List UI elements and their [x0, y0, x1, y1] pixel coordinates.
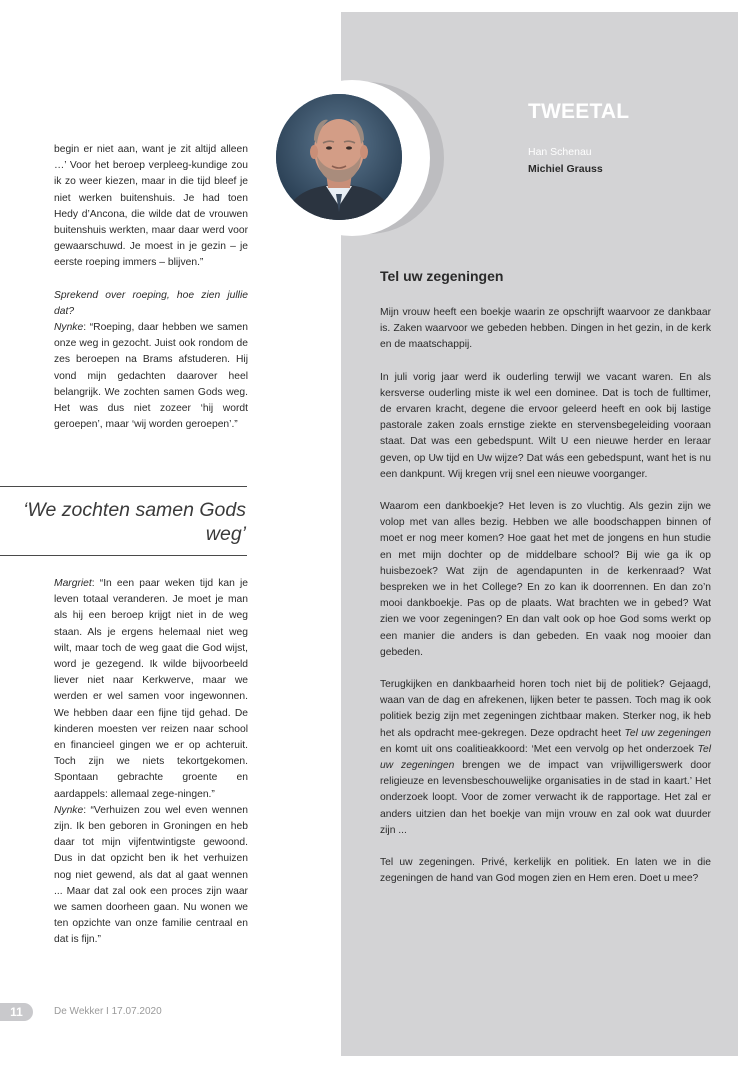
author-name-2: Michiel Grauss — [528, 163, 603, 175]
right-column — [380, 305, 711, 904]
column-paragraph: Tel uw zegeningen. Privé, kerkelijk en politiek. En laten we in die zegeningen de hand van God mogen zien en Hem eren. Doet u mee? — [380, 857, 711, 885]
interview-answer — [54, 576, 248, 803]
speaker-name: Margriet — [54, 578, 92, 589]
left-column-top — [54, 142, 248, 433]
answer-text: : “Verhuizen zou wel even wennen zijn. Ik ben geboren in Groningen en heb daar tot mijn vijfentwintigste gewoond. Dus in dat opzicht ben ik het verhuizen nog niet gewend, als dat al gaat wennen ... Maar dat zal ook een proces zijn waar we samen doorheen gaan. Nu wonen we ten opzichte van onze familie centraal en dat is fijn.” — [54, 804, 248, 946]
question-text: Sprekend over roeping, hoe zien jullie dat? — [54, 289, 248, 317]
interview-answer — [54, 803, 248, 949]
column-paragraph: Waarom een dankboekje? Het leven is zo vluchtig. Als gezin zijn we volop met van alles bezig. Hebben we alle boodschappen binnen of moet er nog meer komen? Hoe gaat het met de jongens en hun studie en met mijn dochter op de middelbare school? Bij wie ga ik op huisbezoek? Wat zijn de agendapunten in de kerkenraad? Wat bespreken we in het College? En zo kan ik doorrennen. En dan zo’n mooi dankboekje. Pas op de plaats. Wat brachten we in gebed? Wat zien we voor zegeningen? En dan valt ook op hoe God soms werkt op een manier die anders is dan gebeden. En vaak nog mooier dan gebeden. — [380, 501, 711, 658]
italic-title: Tel uw zegeningen — [380, 743, 711, 772]
divider-top — [0, 486, 247, 487]
left-column-bottom — [54, 576, 248, 949]
column-paragraph — [380, 677, 711, 839]
footer-publication: De Wekker I 17.07.2020 — [54, 1006, 162, 1017]
speaker-name: Nynke — [54, 804, 84, 816]
column-heading: Tel uw zegeningen — [380, 268, 504, 284]
author-portrait-photo — [276, 94, 402, 220]
answer-text: : “Roeping, daar hebben we samen onze weg in gezocht. Juist ook rondom de zes beroepen na Brams afstuderen. Hij vond mijn gedachten daarover heel belangrijk. We zochten samen Gods weg. Het was dus niet zozeer ‘hij wordt geroepen’, maar ‘wij worden geroepen’.” — [54, 322, 248, 431]
portrait-icon — [276, 94, 402, 220]
column-paragraph: Mijn vrouw heeft een boekje waarin ze opschrijft waarvoor ze dankbaar is. Zaken waarvoor we gebeden hebben. Dingen in het gezin, in de kerk en de maatschappij. — [380, 307, 711, 351]
paragraph-text: brengen we de impact van vrijwilligerswerk door religieuze en levensbeschouwelijke organisaties in de stad in kaart.’ Het onderzoek loopt. Voor de zomer verwacht ik de rapportage. Het zal er anders uitzien dan het boekje van mijn vrouw en zal ook wat duurder zijn ... — [380, 760, 711, 836]
italic-title: Tel uw zegeningen — [624, 727, 711, 739]
interview-question — [54, 288, 248, 320]
author-name-1: Han Schenau — [528, 146, 592, 158]
column-paragraph: In juli vorig jaar werd ik ouderling terwijl we vacant waren. En als kersverse ouderling miste ik wel een dominee. Dat is toch de fulltimer, de ervaren kracht, degene die ervoor geleerd heeft en ook bij lastige pastorale zaken zoals ernstige ziekte en stervensbegeleiding vooraan staat. Dat was een gebedspunt. Wilt U een nieuwe herder en leraar geven, op Uw tijd en Uw wijze? Dat wás een gebedspunt, want het is nu een dankpunt. Wij kregen vrij snel een nieuwe voorganger. — [380, 371, 711, 480]
interview-answer — [54, 320, 248, 433]
section-title: TWEETAL — [528, 100, 630, 123]
paragraph-text: Terugkijken en dankbaarheid horen toch niet bij de politiek? Gejaagd, waan van de dag en afrekenen, lijken beter te passen. Toch mag ik ook politiek bezig zijn met zegeningen zichtbaar maken. Sterker nog, ik heb het als opdracht mee-gekregen. Deze opdracht heet — [380, 679, 711, 739]
answer-text: : “In een paar weken tijd kan je leven totaal veranderen. Je moet je man als hij een beroep krijgt niet in de weg staan. Als je ergens helemaal niet weg wilt, maar toch de weg gaat die God wijst, word je gezegend. Ik wilde bijvoorbeeld liever niet naar Kerkwerve, maar we werden er wel samen voor ingewonnen. We hebben daar een fijne tijd gehad. De kinderen moesten ver reizen naar school en financieel gingen we er op achteruit. Toch zijn we niets tekortgekomen. Spontaan gebrachte groente en aardappels: allemaal zege-ningen.” — [54, 578, 248, 800]
speaker-name: Nynke — [54, 322, 84, 334]
page-number: 11 — [0, 1003, 33, 1021]
pull-quote: ‘We zochten samen Gods weg’ — [23, 499, 246, 545]
paragraph-text: en komt uit ons coalitieakkoord: ‘Met een vervolg op het onderzoek — [380, 743, 698, 755]
divider-bottom — [0, 555, 247, 556]
body-paragraph: begin er niet aan, want je zit altijd alleen …’ Voor het beroep verpleeg-kundige zou ik zo weer kiezen, maar in die tijd bleef je niet werken buitenshuis. Je had toen Hedy d’Ancona, die wilde dat de vrouwen buitenshuis werkten, maar daar werd voor gewaarschuwd. Je moest in je gezin – je eerste roeping immers – blijven.” — [54, 144, 248, 269]
